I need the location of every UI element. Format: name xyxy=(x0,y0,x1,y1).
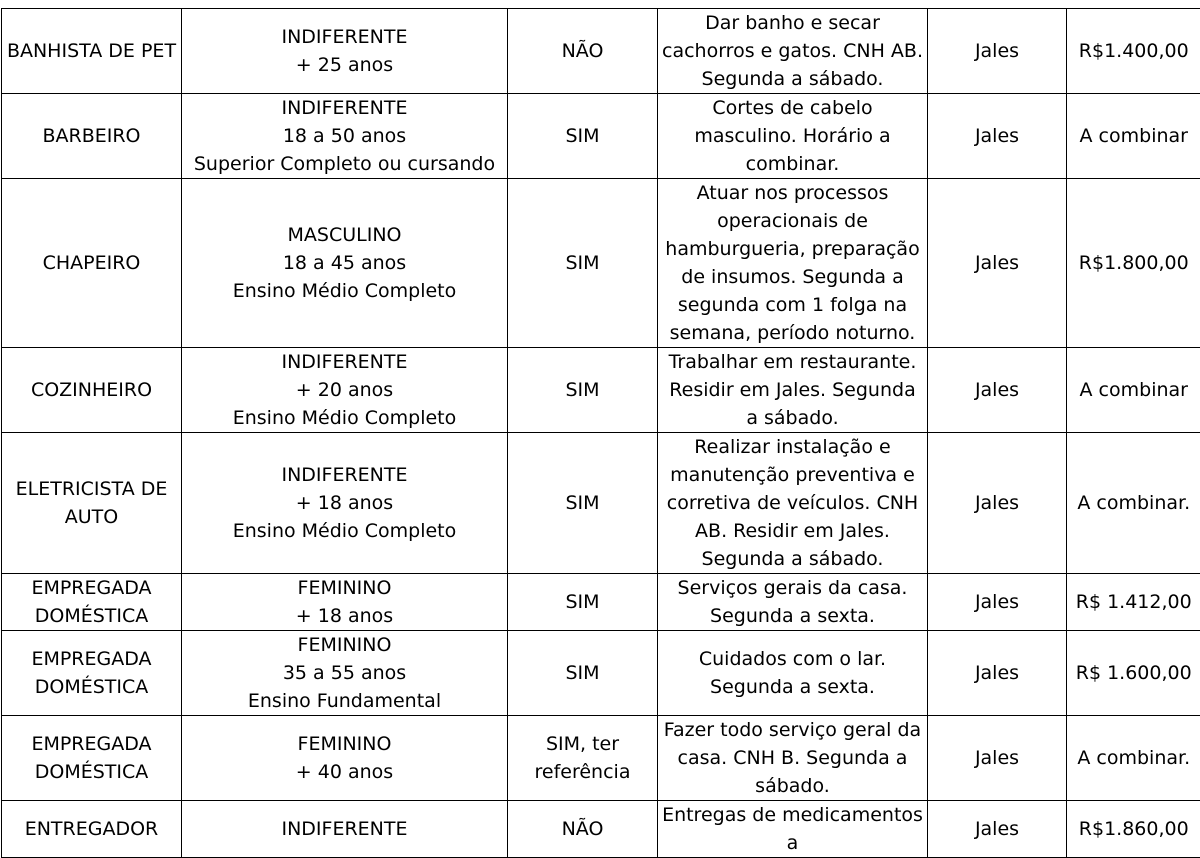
requisito-line: 18 a 50 anos xyxy=(186,122,503,150)
table-row xyxy=(2,179,1200,348)
salario-cell xyxy=(1067,179,1200,348)
salario-cell xyxy=(1067,631,1200,716)
cargo-cell xyxy=(2,574,182,631)
cidade-text: Jales xyxy=(932,588,1062,616)
descricao-text: Atuar nos processos operacionais de hamburgueria, preparação de insumos. Segunda a segunda com 1 folga na semana, período noturno. xyxy=(662,179,923,347)
descricao-cell xyxy=(658,433,928,574)
requisitos-cell xyxy=(182,9,508,94)
descricao-cell xyxy=(658,348,928,433)
cargo-line: EMPREGADA xyxy=(6,645,177,673)
experiencia-line: SIM xyxy=(512,588,653,616)
requisito-line: Ensino Médio Completo xyxy=(186,404,503,432)
table-row xyxy=(2,433,1200,574)
requisito-line: INDIFERENTE xyxy=(186,348,503,376)
table-row xyxy=(2,631,1200,716)
requisitos-cell xyxy=(182,348,508,433)
experiencia-line: SIM xyxy=(512,122,653,150)
cidade-text: Jales xyxy=(932,489,1062,517)
cidade-cell xyxy=(928,94,1067,179)
experiencia-line: NÃO xyxy=(512,37,653,65)
salario-cell xyxy=(1067,801,1200,858)
experiencia-cell xyxy=(508,631,658,716)
salario-cell xyxy=(1067,348,1200,433)
descricao-text: Entregas de medicamentos a xyxy=(662,801,923,857)
requisitos-cell xyxy=(182,433,508,574)
descricao-text: Realizar instalação e manutenção preventiva e corretiva de veículos. CNH AB. Residir em Jales. Segunda a sábado. xyxy=(662,433,923,573)
salario-cell xyxy=(1067,574,1200,631)
cargo-line: DOMÉSTICA xyxy=(6,758,177,786)
salario-cell xyxy=(1067,9,1200,94)
cidade-cell xyxy=(928,348,1067,433)
experiencia-cell xyxy=(508,433,658,574)
requisito-line: Superior Completo ou cursando xyxy=(186,150,503,178)
requisitos-cell xyxy=(182,716,508,801)
table-row xyxy=(2,801,1200,858)
experiencia-cell xyxy=(508,348,658,433)
cargo-cell xyxy=(2,716,182,801)
requisito-line: INDIFERENTE xyxy=(186,94,503,122)
descricao-cell xyxy=(658,574,928,631)
descricao-cell xyxy=(658,94,928,179)
descricao-cell xyxy=(658,179,928,348)
requisito-line: INDIFERENTE xyxy=(186,461,503,489)
requisito-line: Ensino Médio Completo xyxy=(186,517,503,545)
cidade-cell xyxy=(928,716,1067,801)
descricao-text: Cortes de cabelo masculino. Horário a combinar. xyxy=(662,94,923,178)
cargo-line: AUTO xyxy=(6,503,177,531)
table-row xyxy=(2,716,1200,801)
requisitos-cell xyxy=(182,631,508,716)
job-rows xyxy=(2,9,1200,858)
salario-text: R$1.800,00 xyxy=(1071,249,1197,277)
cidade-text: Jales xyxy=(932,122,1062,150)
cargo-cell xyxy=(2,631,182,716)
salario-cell xyxy=(1067,94,1200,179)
requisito-line: FEMININO xyxy=(186,730,503,758)
requisito-line: MASCULINO xyxy=(186,221,503,249)
requisito-line: + 20 anos xyxy=(186,376,503,404)
requisito-line: INDIFERENTE xyxy=(186,815,503,843)
experiencia-line: NÃO xyxy=(512,815,653,843)
salario-text: A combinar xyxy=(1071,122,1197,150)
descricao-cell xyxy=(658,631,928,716)
requisitos-cell xyxy=(182,574,508,631)
cargo-cell xyxy=(2,9,182,94)
experiencia-cell xyxy=(508,94,658,179)
cidade-cell xyxy=(928,574,1067,631)
experiencia-cell xyxy=(508,179,658,348)
requisito-line: Ensino Médio Completo xyxy=(186,277,503,305)
table-row xyxy=(2,9,1200,94)
requisitos-cell xyxy=(182,179,508,348)
cidade-cell xyxy=(928,179,1067,348)
cargo-line: DOMÉSTICA xyxy=(6,673,177,701)
salario-text: R$ 1.412,00 xyxy=(1071,588,1197,616)
cargo-cell xyxy=(2,433,182,574)
requisitos-cell xyxy=(182,94,508,179)
experiencia-cell xyxy=(508,716,658,801)
descricao-text: Serviços gerais da casa. Segunda a sexta. xyxy=(662,574,923,630)
job-listings-table xyxy=(1,8,1200,858)
cidade-text: Jales xyxy=(932,744,1062,772)
cargo-line: DOMÉSTICA xyxy=(6,602,177,630)
cargo-cell xyxy=(2,179,182,348)
experiencia-cell xyxy=(508,574,658,631)
salario-text: R$1.860,00 xyxy=(1071,815,1197,843)
descricao-text: Dar banho e secar cachorros e gatos. CNH AB. Segunda a sábado. xyxy=(662,9,923,93)
cidade-cell xyxy=(928,631,1067,716)
cargo-cell xyxy=(2,801,182,858)
cargo-line: ENTREGADOR xyxy=(6,815,177,843)
requisito-line: + 40 anos xyxy=(186,758,503,786)
experiencia-line: SIM xyxy=(512,249,653,277)
descricao-text: Trabalhar em restaurante. Residir em Jales. Segunda a sábado. xyxy=(662,348,923,432)
experiencia-line: SIM xyxy=(512,376,653,404)
salario-text: A combinar. xyxy=(1071,744,1197,772)
cargo-line: BARBEIRO xyxy=(6,122,177,150)
descricao-text: Fazer todo serviço geral da casa. CNH B. Segunda a sábado. xyxy=(662,716,923,800)
descricao-cell xyxy=(658,801,928,858)
requisito-line: + 25 anos xyxy=(186,51,503,79)
cidade-text: Jales xyxy=(932,37,1062,65)
cidade-cell xyxy=(928,433,1067,574)
experiencia-cell xyxy=(508,9,658,94)
experiencia-line: SIM xyxy=(512,489,653,517)
salario-text: R$1.400,00 xyxy=(1071,37,1197,65)
cidade-text: Jales xyxy=(932,815,1062,843)
cidade-text: Jales xyxy=(932,249,1062,277)
cargo-line: EMPREGADA xyxy=(6,730,177,758)
salario-text: A combinar xyxy=(1071,376,1197,404)
experiencia-line: SIM, ter xyxy=(512,730,653,758)
table-row xyxy=(2,348,1200,433)
cargo-line: BANHISTA DE PET xyxy=(6,37,177,65)
descricao-text: Cuidados com o lar. Segunda a sexta. xyxy=(662,645,923,701)
cargo-line: EMPREGADA xyxy=(6,574,177,602)
requisito-line: 18 a 45 anos xyxy=(186,249,503,277)
experiencia-cell xyxy=(508,801,658,858)
table-row xyxy=(2,94,1200,179)
cidade-cell xyxy=(928,9,1067,94)
requisito-line: 35 a 55 anos xyxy=(186,659,503,687)
requisito-line: INDIFERENTE xyxy=(186,23,503,51)
experiencia-line: referência xyxy=(512,758,653,786)
requisito-line: FEMININO xyxy=(186,574,503,602)
cargo-cell xyxy=(2,94,182,179)
experiencia-line: SIM xyxy=(512,659,653,687)
salario-cell xyxy=(1067,433,1200,574)
descricao-cell xyxy=(658,9,928,94)
cidade-cell xyxy=(928,801,1067,858)
requisito-line: + 18 anos xyxy=(186,602,503,630)
descricao-cell xyxy=(658,716,928,801)
salario-text: R$ 1.600,00 xyxy=(1071,659,1197,687)
salario-text: A combinar. xyxy=(1071,489,1197,517)
salario-cell xyxy=(1067,716,1200,801)
table-row xyxy=(2,574,1200,631)
requisito-line: Ensino Fundamental xyxy=(186,687,503,715)
cargo-line: CHAPEIRO xyxy=(6,249,177,277)
requisito-line: + 18 anos xyxy=(186,489,503,517)
cidade-text: Jales xyxy=(932,659,1062,687)
requisito-line: FEMININO xyxy=(186,631,503,659)
cargo-cell xyxy=(2,348,182,433)
cargo-line: COZINHEIRO xyxy=(6,376,177,404)
requisitos-cell xyxy=(182,801,508,858)
cargo-line: ELETRICISTA DE xyxy=(6,475,177,503)
cidade-text: Jales xyxy=(932,376,1062,404)
